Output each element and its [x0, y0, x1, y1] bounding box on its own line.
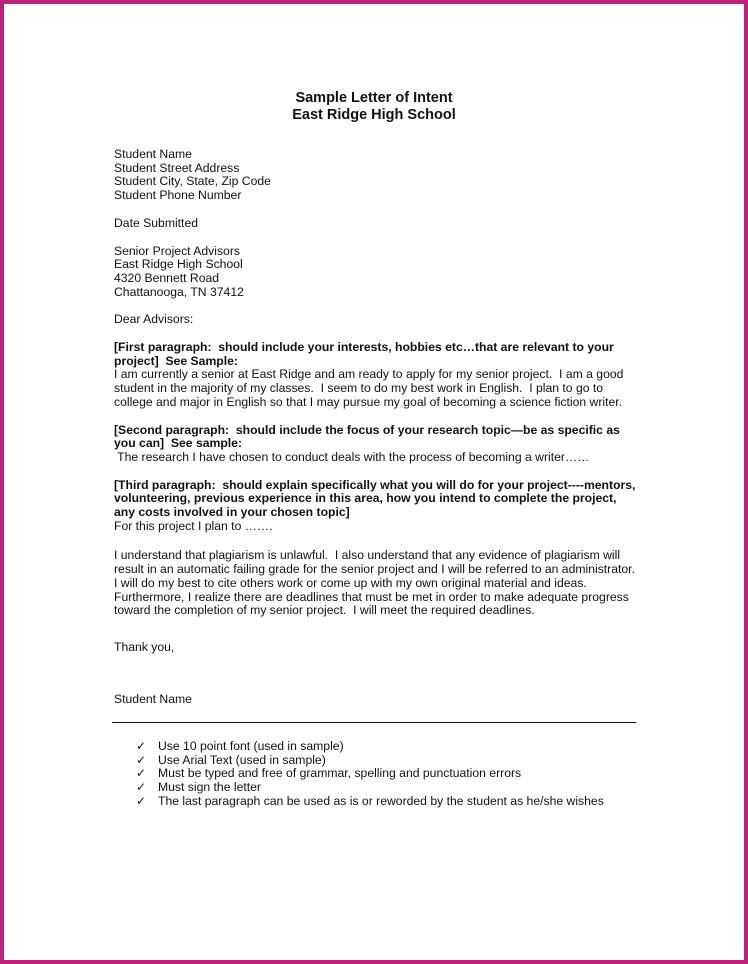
- recipient-line: East Ridge High School: [114, 257, 243, 272]
- list-item-text: Must be typed and free of grammar, spelling and punctuation errors: [158, 766, 522, 781]
- list-item: [136, 781, 656, 795]
- salutation: Dear Advisors:: [114, 312, 194, 327]
- date-block: [114, 217, 644, 231]
- paragraph-4: [114, 549, 644, 618]
- recipient-address: [114, 245, 644, 300]
- list-item: [136, 754, 656, 768]
- recipient-line: Senior Project Advisors: [114, 243, 240, 258]
- salutation-block: [114, 313, 644, 327]
- paragraph-heading-line: you can] See sample:: [114, 436, 243, 451]
- checkmark-icon: ✓: [136, 739, 147, 753]
- letter-title: [104, 90, 644, 124]
- checkmark-icon: ✓: [136, 752, 147, 767]
- divider-line: [112, 722, 636, 723]
- sender-line: Student Name: [114, 147, 192, 161]
- paragraph-heading-line: any costs involved in your chosen topic]: [114, 505, 350, 520]
- requirements-list: [136, 740, 656, 809]
- paragraph-body-line: I will do my best to cite others work or come up with my own original material and ideas.: [114, 575, 587, 590]
- sender-line: Student Street Address: [114, 160, 240, 175]
- paragraph-heading-line: [Third paragraph: should explain specifically what you will do for your project----mentors,: [114, 477, 636, 492]
- paragraph-3: [114, 479, 644, 534]
- checkmark-icon: ✓: [136, 793, 147, 808]
- checkmark-icon: ✓: [136, 766, 147, 781]
- list-item-text: Use 10 point font (used in sample): [158, 739, 344, 753]
- date-line: Date Submitted: [114, 215, 199, 230]
- signature-block: [114, 693, 644, 707]
- paragraph-heading-line: [Second paragraph: should include the focus of your research topic—be as specific as: [114, 422, 620, 437]
- paragraph-1: [114, 341, 644, 410]
- recipient-line: Chattanooga, TN 37412: [114, 284, 244, 299]
- title-line: Sample Letter of Intent: [295, 90, 453, 106]
- paragraph-heading-line: project] See Sample:: [114, 353, 238, 368]
- paragraph-body-line: Furthermore, I realize there are deadlines that must be met in order to make adequate progress: [114, 589, 629, 604]
- paragraph-body-line: For this project I plan to …….: [114, 518, 273, 533]
- paragraph-body-line: The research I have chosen to conduct deals with the process of becoming a writer……: [114, 449, 590, 464]
- paragraph-body-line: student in the majority of my classes. I seem to do my best work in English. I plan to go to: [114, 381, 604, 396]
- closing: Thank you,: [114, 639, 175, 654]
- list-item-text: The last paragraph can be used as is or reworded by the student as he/she wishes: [158, 793, 604, 808]
- list-item: [136, 795, 656, 809]
- paragraph-body-line: I am currently a senior at East Ridge and am ready to apply for my senior project. I am a good: [114, 367, 624, 382]
- paragraph-body-line: I understand that plagiarism is unlawful. I also understand that any evidence of plagiarism will: [114, 548, 621, 563]
- checkmark-icon: ✓: [136, 780, 147, 795]
- paragraph-heading-line: [First paragraph: should include your interests, hobbies etc…that are relevant to your: [114, 340, 614, 355]
- list-item: [136, 767, 656, 781]
- closing-block: [114, 641, 644, 655]
- paragraph-body-line: result in an automatic failing grade for the senior project and I will be referred to an administrator.: [114, 562, 635, 577]
- sender-line: Student City, State, Zip Code: [114, 174, 271, 189]
- list-item-text: Must sign the letter: [158, 780, 261, 795]
- sender-line: Student Phone Number: [114, 188, 242, 203]
- letter-page: [114, 90, 644, 706]
- paragraph-body-line: toward the completion of my senior project. I will meet the required deadlines.: [114, 603, 535, 618]
- signature-name: Student Name: [114, 691, 192, 706]
- school-name-title: East Ridge High School: [292, 107, 456, 123]
- sender-address: [114, 148, 644, 203]
- list-item-text: Use Arial Text (used in sample): [158, 752, 326, 767]
- paragraph-2: [114, 424, 644, 465]
- list-item: [136, 740, 656, 754]
- recipient-line: 4320 Bennett Road: [114, 270, 220, 285]
- paragraph-heading-line: volunteering, previous experience in this area, how you intend to complete the project,: [114, 491, 617, 506]
- paragraph-body-line: college and major in English so that I may pursue my goal of becoming a science fiction writer.: [114, 394, 623, 409]
